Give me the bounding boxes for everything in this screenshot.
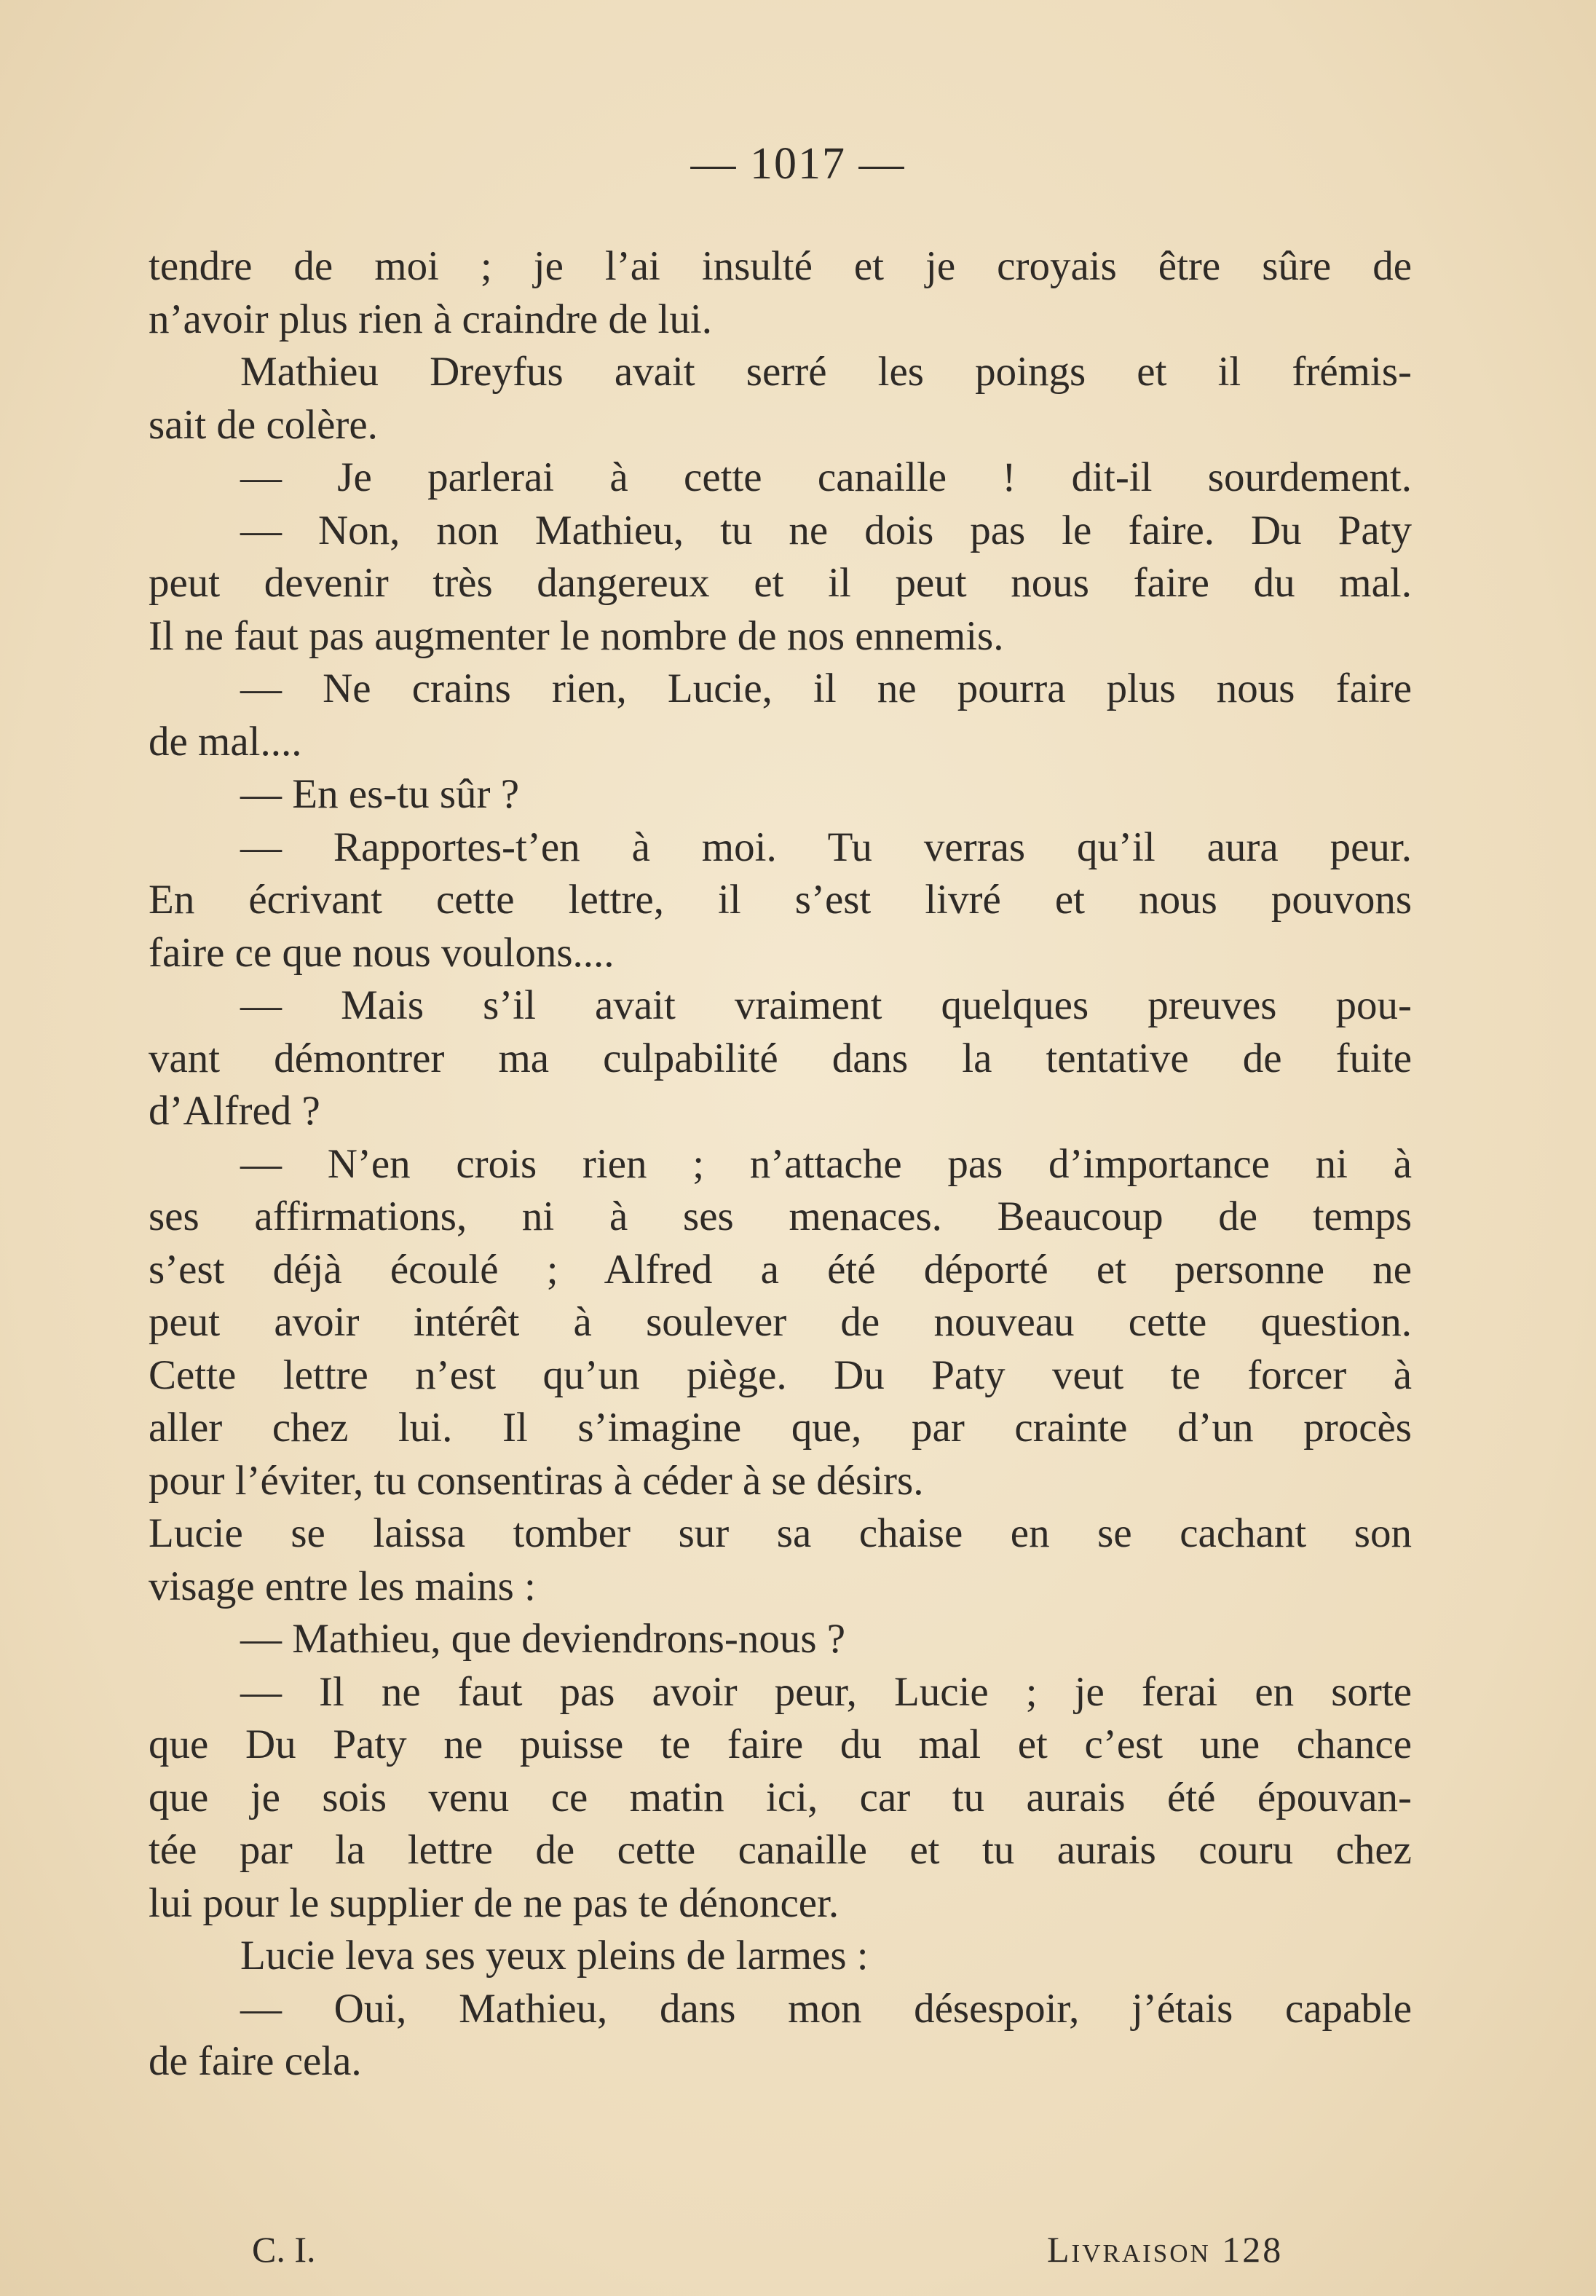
text-line: Il ne faut pas augmenter le nombre de nos ennemis. [149, 612, 1004, 659]
text-line: lui pour le supplier de ne pas te dénoncer. [149, 1879, 840, 1926]
text-line: visage entre les mains : [149, 1563, 536, 1609]
text-line: que je sois venu ce matin ici, car tu aurais été épouvan- [149, 1774, 1412, 1820]
text-line: — Oui, Mathieu, dans mon désespoir, j’étais capable [240, 1985, 1412, 2032]
text-line: que Du Paty ne puisse te faire du mal et c’est une chance [149, 1721, 1412, 1767]
text-line: Lucie leva ses yeux pleins de larmes : [240, 1933, 869, 1979]
text-line: pour l’éviter, tu consentiras à céder à se désirs. [149, 1457, 924, 1504]
text-line: — Non, non Mathieu, tu ne dois pas le faire. Du Paty [240, 507, 1412, 553]
text-line: Mathieu Dreyfus avait serré les poings et il frémis- [240, 349, 1412, 395]
page-number: — 1017 — [690, 139, 906, 189]
text-line: de faire cela. [149, 2038, 362, 2084]
text-line: — Ne crains rien, Lucie, il ne pourra plus nous faire [240, 666, 1412, 711]
footer-imprint: C. I. [252, 2229, 316, 2270]
text-line: Cette lettre n’est qu’un piège. Du Paty veut te forcer à [149, 1352, 1412, 1398]
text-line: Lucie se laissa tomber sur sa chaise en se cachant son [149, 1510, 1412, 1556]
body-text [149, 240, 1412, 2088]
text-line: — Mais s’il avait vraiment quelques preuves pou- [240, 982, 1412, 1028]
text-line: tendre de moi ; je l’ai insulté et je croyais être sûre de [149, 243, 1412, 289]
text-line: — Mathieu, que deviendrons-nous ? [240, 1616, 846, 1662]
text-line: de mal.... [149, 718, 302, 765]
text-line: faire ce que nous voulons.... [149, 929, 615, 976]
text-line: s’est déjà écoulé ; Alfred a été déporté et personne ne [149, 1246, 1412, 1293]
text-line: vant démontrer ma culpabilité dans la tentative de fuite [149, 1035, 1412, 1081]
text-line: — En es-tu sûr ? [240, 771, 520, 817]
text-line: d’Alfred ? [149, 1088, 320, 1134]
text-line: — N’en crois rien ; n’attache pas d’importance ni à [240, 1140, 1412, 1187]
text-line: peut avoir intérêt à soulever de nouveau cette question. [149, 1299, 1412, 1345]
text-line: En écrivant cette lettre, il s’est livré et nous pouvons [149, 877, 1412, 923]
text-line: sait de colère. [149, 401, 378, 448]
text-line: n’avoir plus rien à craindre de lui. [149, 296, 712, 342]
text-line: — Il ne faut pas avoir peur, Lucie ; je ferai en sorte [240, 1668, 1412, 1715]
text-line: — Rapportes-t’en à moi. Tu verras qu’il aura peur. [240, 824, 1412, 870]
text-line: — Je parlerai à cette canaille ! dit-il sourdement. [240, 454, 1412, 500]
text-line: ses affirmations, ni à ses menaces. Beaucoup de temps [149, 1194, 1412, 1239]
text-line: peut devenir très dangereux et il peut nous faire du mal. [149, 560, 1412, 606]
text-line: tée par la lettre de cette canaille et tu aurais couru chez [149, 1827, 1412, 1873]
page-footer [0, 2228, 1596, 2279]
text-line: aller chez lui. Il s’imagine que, par crainte d’un procès [149, 1405, 1412, 1451]
footer-livraison: Livraison 128 [1047, 2229, 1284, 2270]
